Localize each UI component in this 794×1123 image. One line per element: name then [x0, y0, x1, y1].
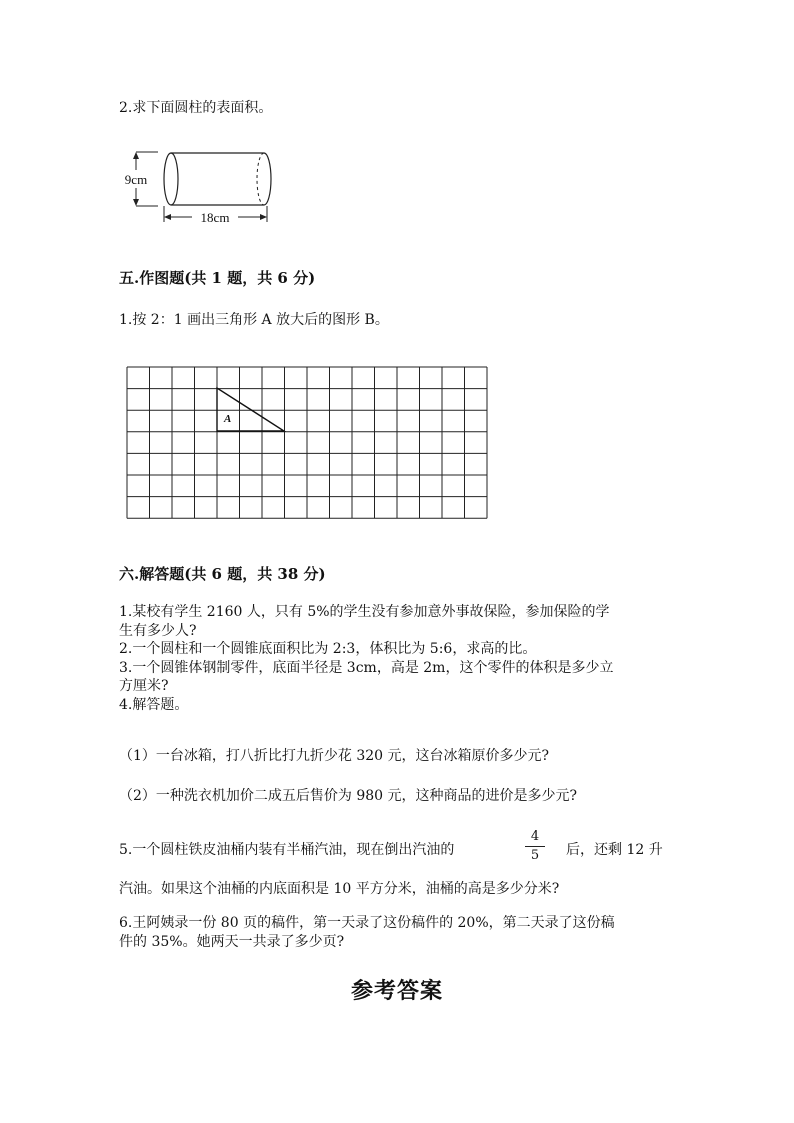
- section-5-title: 五.作图题(共 1 题，共 6 分): [119, 269, 316, 287]
- q1-line-1: 1.某校有学生 2160 人，只有 5%的学生没有参加意外事故保险，参加保险的学: [119, 604, 610, 620]
- triangle-a-label: A: [224, 413, 232, 425]
- q4-sub-2: （2）一种洗衣机加价二成五后售价为 980 元，这种商品的进价是多少元?: [119, 788, 578, 804]
- q3-line-2: 方厘米?: [119, 678, 169, 694]
- fraction-denominator: 5: [530, 848, 540, 863]
- cylinder-height-label: 9cm: [124, 172, 148, 187]
- q3-line-1: 3.一个圆锥体钢制零件，底面半径是 3cm，高是 2m，这个零件的体积是多少立: [119, 659, 614, 676]
- grid-lines: [127, 367, 487, 518]
- q6-line-2: 件的 35%。她两天一共录了多少页?: [119, 933, 345, 950]
- section-6-question-1: [119, 603, 679, 714]
- q4-sub-1: （1）一台冰箱，打八折比打九折少花 320 元，这台冰箱原价多少元?: [119, 748, 550, 764]
- q4: 4.解答题。: [119, 696, 189, 713]
- q2: 2.一个圆柱和一个圆锥底面积比为 2:3，体积比为 5:6，求高的比。: [119, 641, 537, 657]
- section-6-title: 六.解答题(共 6 题，共 38 分): [119, 565, 326, 583]
- q5-text-after-fraction: 后，还剩 12 升: [566, 842, 663, 858]
- drawing-grid: [126, 366, 490, 520]
- q1-line-2: 生有多少人?: [119, 622, 197, 639]
- q5-line-2: 汽油。如果这个油桶的内底面积是 10 平方分米，油桶的高是多少分米?: [119, 881, 560, 897]
- answer-heading: 参考答案: [350, 978, 443, 1004]
- q5-fraction: [524, 830, 546, 863]
- cylinder-figure: [110, 140, 290, 230]
- fraction-numerator: 4: [530, 829, 540, 844]
- q5-text-before-fraction: 5.一个圆柱铁皮油桶内装有半桶汽油，现在倒出汽油的: [119, 842, 455, 858]
- section-5-question-1: 1.按 2：1 画出三角形 A 放大后的图形 B。: [119, 312, 389, 328]
- q6-line-1: 6.王阿姨录一份 80 页的稿件，第一天录了这份稿件的 20%，第二天录了这份稿: [119, 915, 615, 931]
- fraction-bar: [525, 846, 545, 847]
- section-6-question-6: [119, 914, 679, 951]
- cylinder-length-label: 18cm: [200, 210, 230, 225]
- question-cylinder-prompt: 2.求下面圆柱的表面积。: [119, 100, 273, 116]
